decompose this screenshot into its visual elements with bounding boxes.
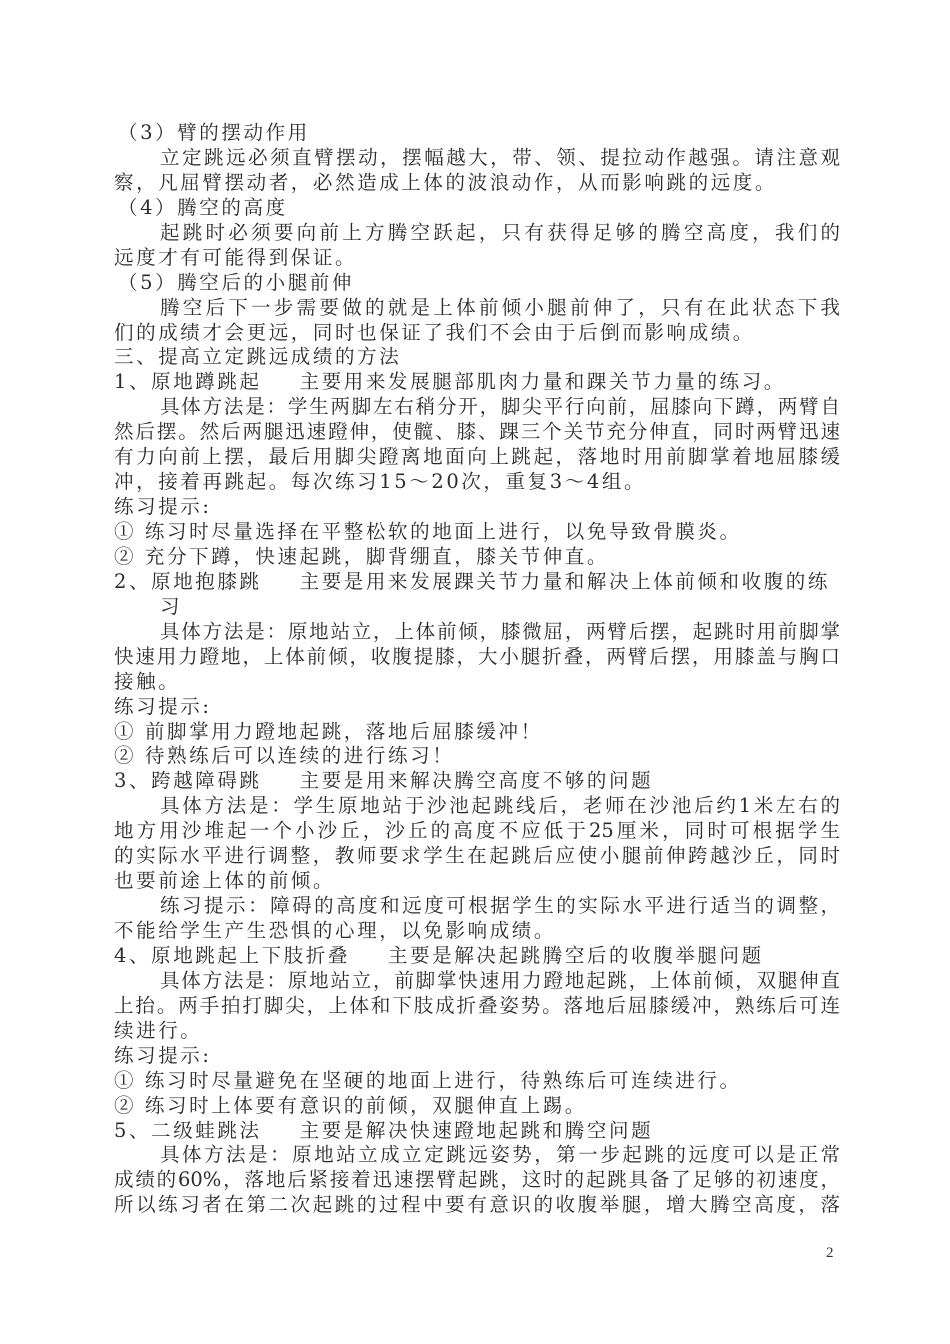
text-line [114, 720, 840, 745]
line-text: 冲，接着再跳起。每次练习15～20次，重复3～4组。 [114, 470, 647, 494]
exercise-purpose: 主要是解决快速蹬地起跳和腾空问题 [299, 1118, 654, 1142]
line-text: 接触。 [114, 669, 181, 693]
line-text: ① 前脚掌用力蹬地起跳，落地后屈膝缓冲！ [114, 719, 543, 743]
text-line [114, 445, 840, 470]
line-text: 所以练习者在第二次起跳的过程中要有意识的收腹举腿，增大腾空高度，落 [114, 1193, 840, 1217]
line-text: 们的成绩才会更远，同时也保证了我们不会由于后倒而影响成绩。 [114, 320, 755, 344]
line-text: （5）腾空后的小腿前伸 [118, 270, 355, 294]
line-text: 快速用力蹬地，上体前倾，收腹提膝，大小腿折叠，两臂后摆，用膝盖与胸口 [114, 644, 840, 668]
text-line [114, 246, 840, 271]
text-line [114, 819, 840, 844]
line-text: ② 充分下蹲，快速起跳，脚背绷直，膝关节伸直。 [114, 544, 609, 568]
line-text: 不能给学生产生恐惧的心理，以免影响成绩。 [114, 919, 557, 942]
line-text: 成绩的60%，落地后紧接着迅速摆臂起跳，这时的起跳具备了足够的初速度， [114, 1168, 840, 1192]
text-line [114, 1094, 840, 1119]
exercise-title [114, 570, 840, 595]
text-line [114, 595, 840, 620]
line-text: 三、提高立定跳远成绩的方法 [114, 345, 402, 369]
line-text: 的实际水平进行调整，教师要求学生在起跳后应使小腿前伸跨越沙丘，同时 [114, 844, 840, 868]
exercise-title [114, 769, 840, 794]
text-line [114, 869, 840, 894]
text-line [114, 1069, 840, 1094]
line-text: 1、原地蹲跳起 [114, 370, 262, 394]
line-text: 2、原地抱膝跳 [114, 569, 262, 593]
line-text: ② 待熟练后可以连续的进行练习！ [114, 744, 455, 768]
section-heading [114, 271, 840, 296]
text-line [114, 744, 840, 769]
line-text: （3）臂的摆动作用 [118, 121, 310, 144]
text-line [114, 296, 840, 321]
line-text: 4、原地跳起上下肢折叠 [114, 943, 351, 967]
text-line [114, 695, 840, 720]
line-text: 续进行。 [114, 1018, 203, 1042]
exercise-purpose: 主要是用来发展踝关节力量和解决上体前倾和收腹的练 [299, 569, 831, 593]
line-text: 察，凡屈臂摆动者，必然造成上体的波浪动作，从而影响跳的远度。 [114, 170, 778, 194]
line-text: ① 练习时尽量选择在平整松软的地面上进行，以免导致骨膜炎。 [114, 520, 742, 543]
document-body [114, 121, 840, 1218]
text-line [114, 844, 840, 869]
line-text: ② 练习时上体要有意识的前倾，双腿伸直上踢。 [114, 1093, 587, 1117]
line-text: 3、跨越障碍跳 [114, 769, 262, 793]
text-line [114, 794, 840, 819]
line-text: 练习提示: [114, 1043, 212, 1067]
line-text: 起跳时必须要向前上方腾空跃起，只有获得足够的腾空高度，我们的 [160, 220, 840, 244]
line-text: 地方用沙堆起一个小沙丘，沙丘的高度不应低于25厘米，同时可根据学生 [114, 819, 840, 843]
text-line [114, 420, 840, 445]
exercise-purpose: 主要是用来解决腾空高度不够的问题 [299, 769, 654, 793]
text-line [114, 1019, 840, 1044]
text-line [114, 520, 840, 545]
text-line [114, 1044, 840, 1069]
line-text: 远度才有可能得到保证。 [114, 245, 358, 269]
line-text: 具体方法是：原地站立，前脚掌快速用力蹬地起跳，上体前倾，双腿伸直 [160, 968, 840, 992]
text-line [114, 1193, 840, 1218]
line-text: 练习提示: [114, 694, 212, 718]
text-line [114, 894, 840, 919]
text-line [114, 495, 840, 520]
exercise-title [114, 1119, 840, 1144]
line-text: 也要前途上体的前倾。 [114, 869, 336, 893]
text-line [114, 345, 840, 370]
line-text: 习 [160, 594, 183, 618]
text-line [114, 620, 840, 645]
text-line [114, 919, 840, 944]
text-line [114, 969, 840, 994]
text-line [114, 146, 840, 171]
text-line [114, 470, 840, 495]
text-line [114, 545, 840, 570]
exercise-purpose: 主要是解决起跳腾空后的收腹举腿问题 [388, 943, 764, 967]
line-text: 具体方法是：学生原地站于沙池起跳线后，老师在沙池后约1米左右的 [160, 794, 840, 818]
text-line [114, 171, 840, 196]
line-text: 具体方法是：原地站立，上体前倾，膝微屈，两臂后摆，起跳时用前脚掌 [160, 619, 840, 643]
page-number: 2 [826, 1245, 834, 1261]
text-line [114, 645, 840, 670]
line-text: （4）腾空的高度 [118, 195, 288, 219]
text-line [114, 321, 840, 346]
section-heading [114, 196, 840, 221]
line-text: 上抬。两手拍打脚尖，上体和下肢成折叠姿势。落地后屈膝缓冲，熟练后可连 [114, 993, 840, 1017]
line-text: 立定跳远必须直臂摆动，摆幅越大，带、领、提拉动作越强。请注意观 [160, 145, 840, 169]
text-line [114, 1143, 840, 1168]
text-line [114, 221, 840, 246]
line-text: 腾空后下一步需要做的就是上体前倾小腿前伸了，只有在此状态下我 [160, 295, 840, 319]
line-text: ① 练习时尽量避免在坚硬的地面上进行，待熟练后可连续进行。 [114, 1068, 742, 1092]
text-line [114, 994, 840, 1019]
text-line [114, 670, 840, 695]
exercise-purpose: 主要用来发展腿部肌肉力量和踝关节力量的练习。 [299, 370, 786, 394]
exercise-title [114, 370, 840, 395]
line-text: 然后摆。然后两腿迅速蹬伸，使髋、膝、踝三个关节充分伸直，同时两臂迅速 [114, 420, 840, 444]
text-line [114, 395, 840, 420]
section-heading [114, 121, 840, 146]
line-text: 5、二级蛙跳法 [114, 1118, 262, 1142]
line-text: 练习提示: [114, 495, 212, 519]
exercise-title [114, 944, 840, 969]
text-line [114, 1168, 840, 1193]
line-text: 具体方法是：学生两脚左右稍分开，脚尖平行向前，屈膝向下蹲，两臂自 [160, 395, 840, 419]
line-text: 具体方法是：原地站立成立定跳远姿势，第一步起跳的远度可以是正常 [160, 1143, 840, 1167]
line-text: 有力向前上摆，最后用脚尖蹬离地面向上跳起，落地时用前脚掌着地屈膝缓 [114, 445, 840, 469]
line-text: 练习提示：障碍的高度和远度可根据学生的实际水平进行适当的调整， [160, 894, 840, 918]
